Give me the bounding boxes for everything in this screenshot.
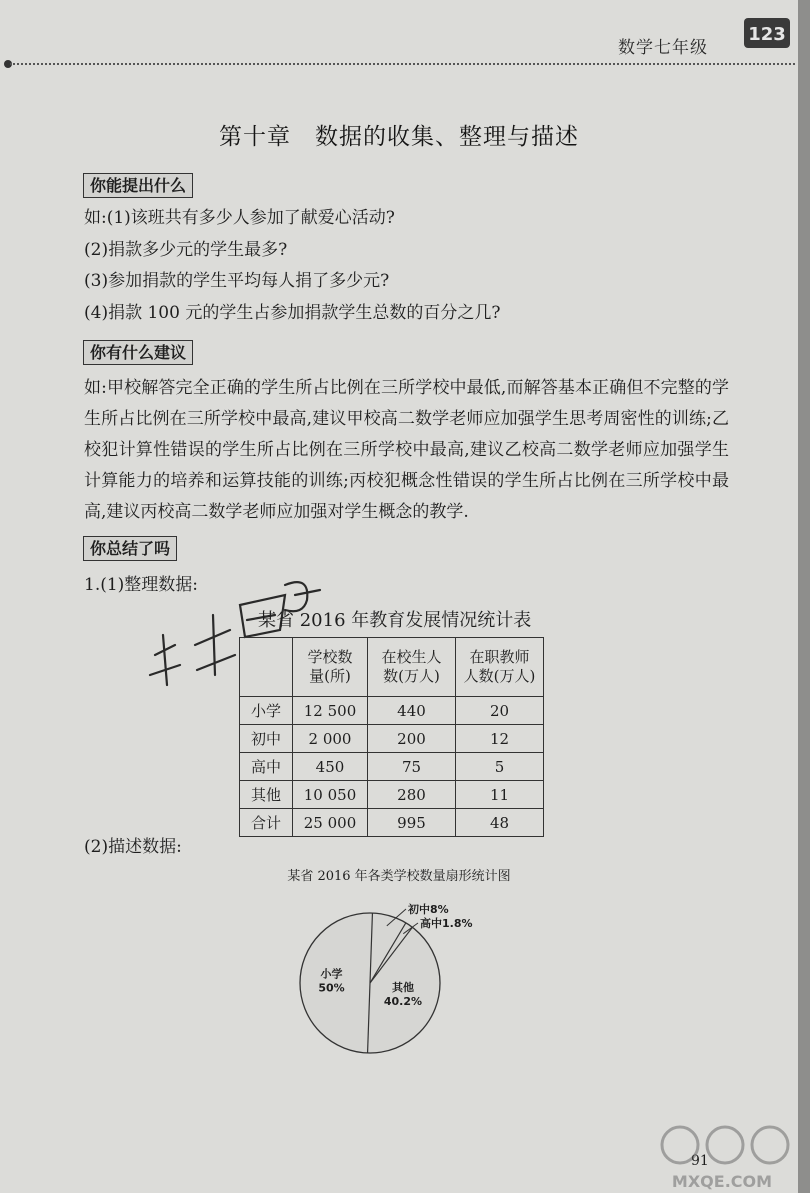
table-header-teachers: 在职教师 人数(万人) — [456, 638, 544, 697]
pie-label-senior: 高中1.8% — [420, 917, 473, 930]
watermark-logo-icon — [640, 1115, 805, 1193]
ask-line-4: (4)捐款 100 元的学生占参加捐款学生总数的百分之几? — [84, 303, 501, 323]
table-cell: 合计 — [240, 809, 293, 837]
summary-item-1: 1.(1)整理数据: — [84, 575, 199, 595]
table-cell: 75 — [368, 753, 456, 781]
table-cell: 小学 — [240, 697, 293, 725]
table-row — [240, 697, 544, 725]
table-cell: 11 — [456, 781, 544, 809]
table-cell: 10 050 — [293, 781, 368, 809]
table-row — [240, 725, 544, 753]
header-badge-icon — [742, 12, 794, 52]
table-cell: 200 — [368, 725, 456, 753]
table-header-schools: 学校数 量(所) — [293, 638, 368, 697]
ask-line-2: (2)捐款多少元的学生最多? — [84, 240, 288, 260]
table-cell: 高中 — [240, 753, 293, 781]
ask-line-3: (3)参加捐款的学生平均每人捐了多少元? — [84, 271, 390, 291]
statistics-table — [239, 637, 544, 837]
table-title: 某省 2016 年教育发展情况统计表 — [258, 610, 532, 631]
pie-chart-title: 某省 2016 年各类学校数量扇形统计图 — [287, 869, 511, 884]
table-cell: 12 — [456, 725, 544, 753]
pie-label-other: 其他 — [391, 980, 414, 994]
page-edge — [798, 0, 810, 1193]
svg-text:MXQE.COM: MXQE.COM — [671, 1172, 773, 1191]
table-cell: 25 000 — [293, 809, 368, 837]
section-heading-ask: 你能提出什么 — [83, 173, 193, 198]
pie-value-other: 40.2% — [383, 994, 423, 1008]
table-cell: 450 — [293, 753, 368, 781]
table-cell: 初中 — [240, 725, 293, 753]
table-cell: 其他 — [240, 781, 293, 809]
ask-line-1: 如:(1)该班共有多少人参加了献爱心活动? — [84, 208, 395, 228]
chapter-title: 第十章 数据的收集、整理与描述 — [219, 124, 579, 150]
pie-label-primary: 小学 — [320, 967, 343, 981]
section-heading-suggest: 你有什么建议 — [83, 340, 193, 365]
table-cell: 12 500 — [293, 697, 368, 725]
table-header-blank — [240, 638, 293, 697]
suggest-paragraph: 如:甲校解答完全正确的学生所占比例在三所学校中最低,而解答基本正确但不完整的学生所占比例在三所学校中最高,建议甲校高二数学老师应加强学生思考周密性的训练;乙校犯计算性错误的学生所占比例在三所学校中最高,建议乙校高二数学老师应加强学生计算能力的培养和运算技能的训练;丙校犯概念性错误的学生所占比例在三所学校中最高,建议丙校高二数学老师应加强对学生概念的教学. — [84, 378, 729, 522]
pie-value-primary: 50% — [318, 981, 345, 995]
table-cell: 2 000 — [293, 725, 368, 753]
table-header-students: 在校生人 数(万人) — [368, 638, 456, 697]
section-heading-summary: 你总结了吗 — [83, 536, 177, 561]
table-cell: 5 — [456, 753, 544, 781]
summary-item-2: (2)描述数据: — [84, 837, 182, 857]
table-row — [240, 753, 544, 781]
pie-chart — [290, 895, 520, 1065]
pie-label-junior: 初中8% — [408, 903, 449, 916]
header-rule — [10, 63, 795, 65]
table-cell: 280 — [368, 781, 456, 809]
table-header-row — [240, 638, 544, 697]
table-row — [240, 809, 544, 837]
table-cell: 995 — [368, 809, 456, 837]
table-cell: 20 — [456, 697, 544, 725]
svg-text:123: 123 — [748, 24, 786, 45]
header-subject: 数学七年级 — [618, 38, 708, 58]
page-number: 91 — [691, 1153, 709, 1169]
table-cell: 48 — [456, 809, 544, 837]
table-cell: 440 — [368, 697, 456, 725]
table-row — [240, 781, 544, 809]
